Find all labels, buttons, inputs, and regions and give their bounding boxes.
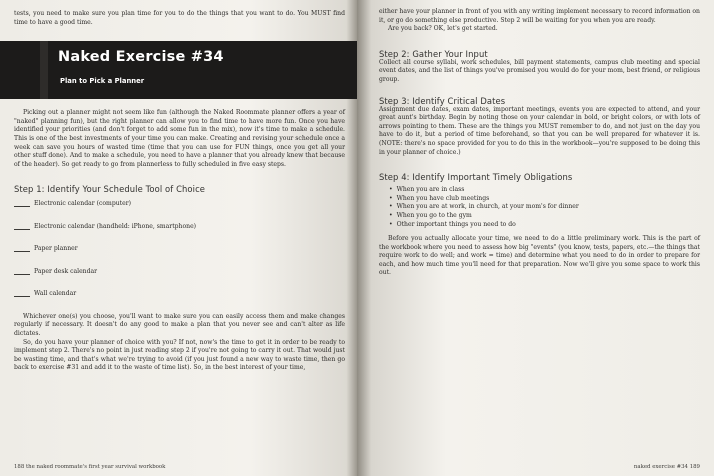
exercise-banner [0, 41, 357, 99]
checklist-item[interactable]: Paper desk calendar [14, 268, 345, 291]
left-top-text: tests, you need to make sure you plan time for you to do the things that you want to do. You MUST find time to have a good time. [14, 10, 345, 26]
check-blank[interactable] [14, 268, 30, 275]
step1-heading: Step 1: Identify Your Schedule Tool of Choice [14, 184, 206, 195]
list-item: • When you go to the gym [389, 212, 700, 221]
list-item: • When you are in class [389, 186, 700, 195]
checklist-item[interactable]: Electronic calendar (handheld: iPhone, smartphone) [14, 223, 345, 246]
list-item: • When you are at work, in church, at your mom's for dinner [389, 203, 700, 212]
step4-paragraph: Before you actually allocate your time, we need to do a little preliminary work. This is the part of the workbook where you need to assess how big "events" (you know, tests, papers, etc.—the things that require work to do well; and work = time) and determine what you need to do in order to prepare for each, and how much time you'll need for that preparation. Now we'll give you some space to work this out. [379, 235, 700, 277]
obligations-list [389, 186, 700, 229]
exercise-subtitle: Plan to Pick a Planner [60, 77, 145, 86]
check-blank[interactable] [14, 223, 30, 230]
list-item: • When you have club meetings [389, 195, 700, 204]
checklist-item[interactable]: Paper planner [14, 245, 345, 268]
check-blank[interactable] [14, 290, 30, 297]
step3-heading: Step 3: Identify Critical Dates [379, 95, 506, 106]
paragraph-whichever: Whichever one(s) you choose, you'll want to make sure you can easily access them and make changes regularly if necessary. It doesn't do any good to make a plan that you never see and can't alter as life dictates. [14, 312, 345, 338]
step3-text: Assignment due dates, exam dates, important meetings, events you are expected to attend, and your great aunt's birthday. Begin by noting those on your calendar in bold, or bright colors, or with lots of arrows pointing to them. These are the things you MUST remember to do, and not just on the day you have to do it, but a period of time beforehand, so that you can be well prepared for whatever it is. (NOTE: there's no space provided for you to do this in the workbook—you're supposed to be doing this in your planner of choice.) [379, 105, 700, 156]
check-blank[interactable] [14, 245, 30, 252]
step4-heading: Step 4: Identify Important Timely Obligations [379, 172, 573, 183]
banner-notch [40, 41, 48, 99]
right-top-text: either have your planner in front of you with any writing implement necessary to record information on it, or go do something else productive. Step 2 will be waiting for you when you are ready. [379, 8, 700, 24]
right-footer: naked exercise #34 189 [633, 464, 700, 470]
step2-text: Collect all course syllabi, work schedules, bill payment statements, campus club meeting and special event dates, and the list of things you've promised you would do for your mom, best friend, or religious group. [379, 58, 700, 83]
right-page [357, 0, 714, 476]
checklist-item[interactable]: Wall calendar [14, 290, 345, 313]
check-blank[interactable] [14, 200, 30, 207]
intro-paragraph: Picking out a planner might not seem like fun (although the Naked Roommate planner offers a year of "naked" planning fun), but the right planner can allow you to find time to have more fun. Once you have identified your priorities (and don't forget to add some fun in the mix), now it's time to make a schedule. This is one of the best investments of your time you can make. Creating and revising your schedule once a week can save you hours of wasted time (time that you can use for FUN things, once you get all your other stuff done). And to make a schedule, you need to have a planner that you already knew that because of the header). So get ready to go from plannerless to fully scheduled in five easy steps. [14, 109, 345, 168]
checklist-item[interactable]: Electronic calendar (computer) [14, 200, 345, 223]
right-top-text-2: Are you back? OK, let's get started. [388, 25, 498, 33]
paragraph-so: So, do you have your planner of choice with you? If not, now's the time to get it in order to be ready to implement step 2. There's no point in just reading step 2 if you're not going to carry it out. That would just be wasting time, and that's what we're trying to avoid (if you just found a new way to waste time, then go back to exercise #31 and add it to the waste of time list). So, in the best interest of your time, [14, 338, 345, 372]
list-item: • Other important things you need to do [389, 221, 700, 230]
left-footer: 188 the naked roommate's first year survival workbook [14, 464, 166, 470]
schedule-tool-checklist [14, 200, 345, 313]
exercise-title: Naked Exercise #34 [58, 49, 224, 66]
step2-heading: Step 2: Gather Your Input [379, 48, 488, 59]
